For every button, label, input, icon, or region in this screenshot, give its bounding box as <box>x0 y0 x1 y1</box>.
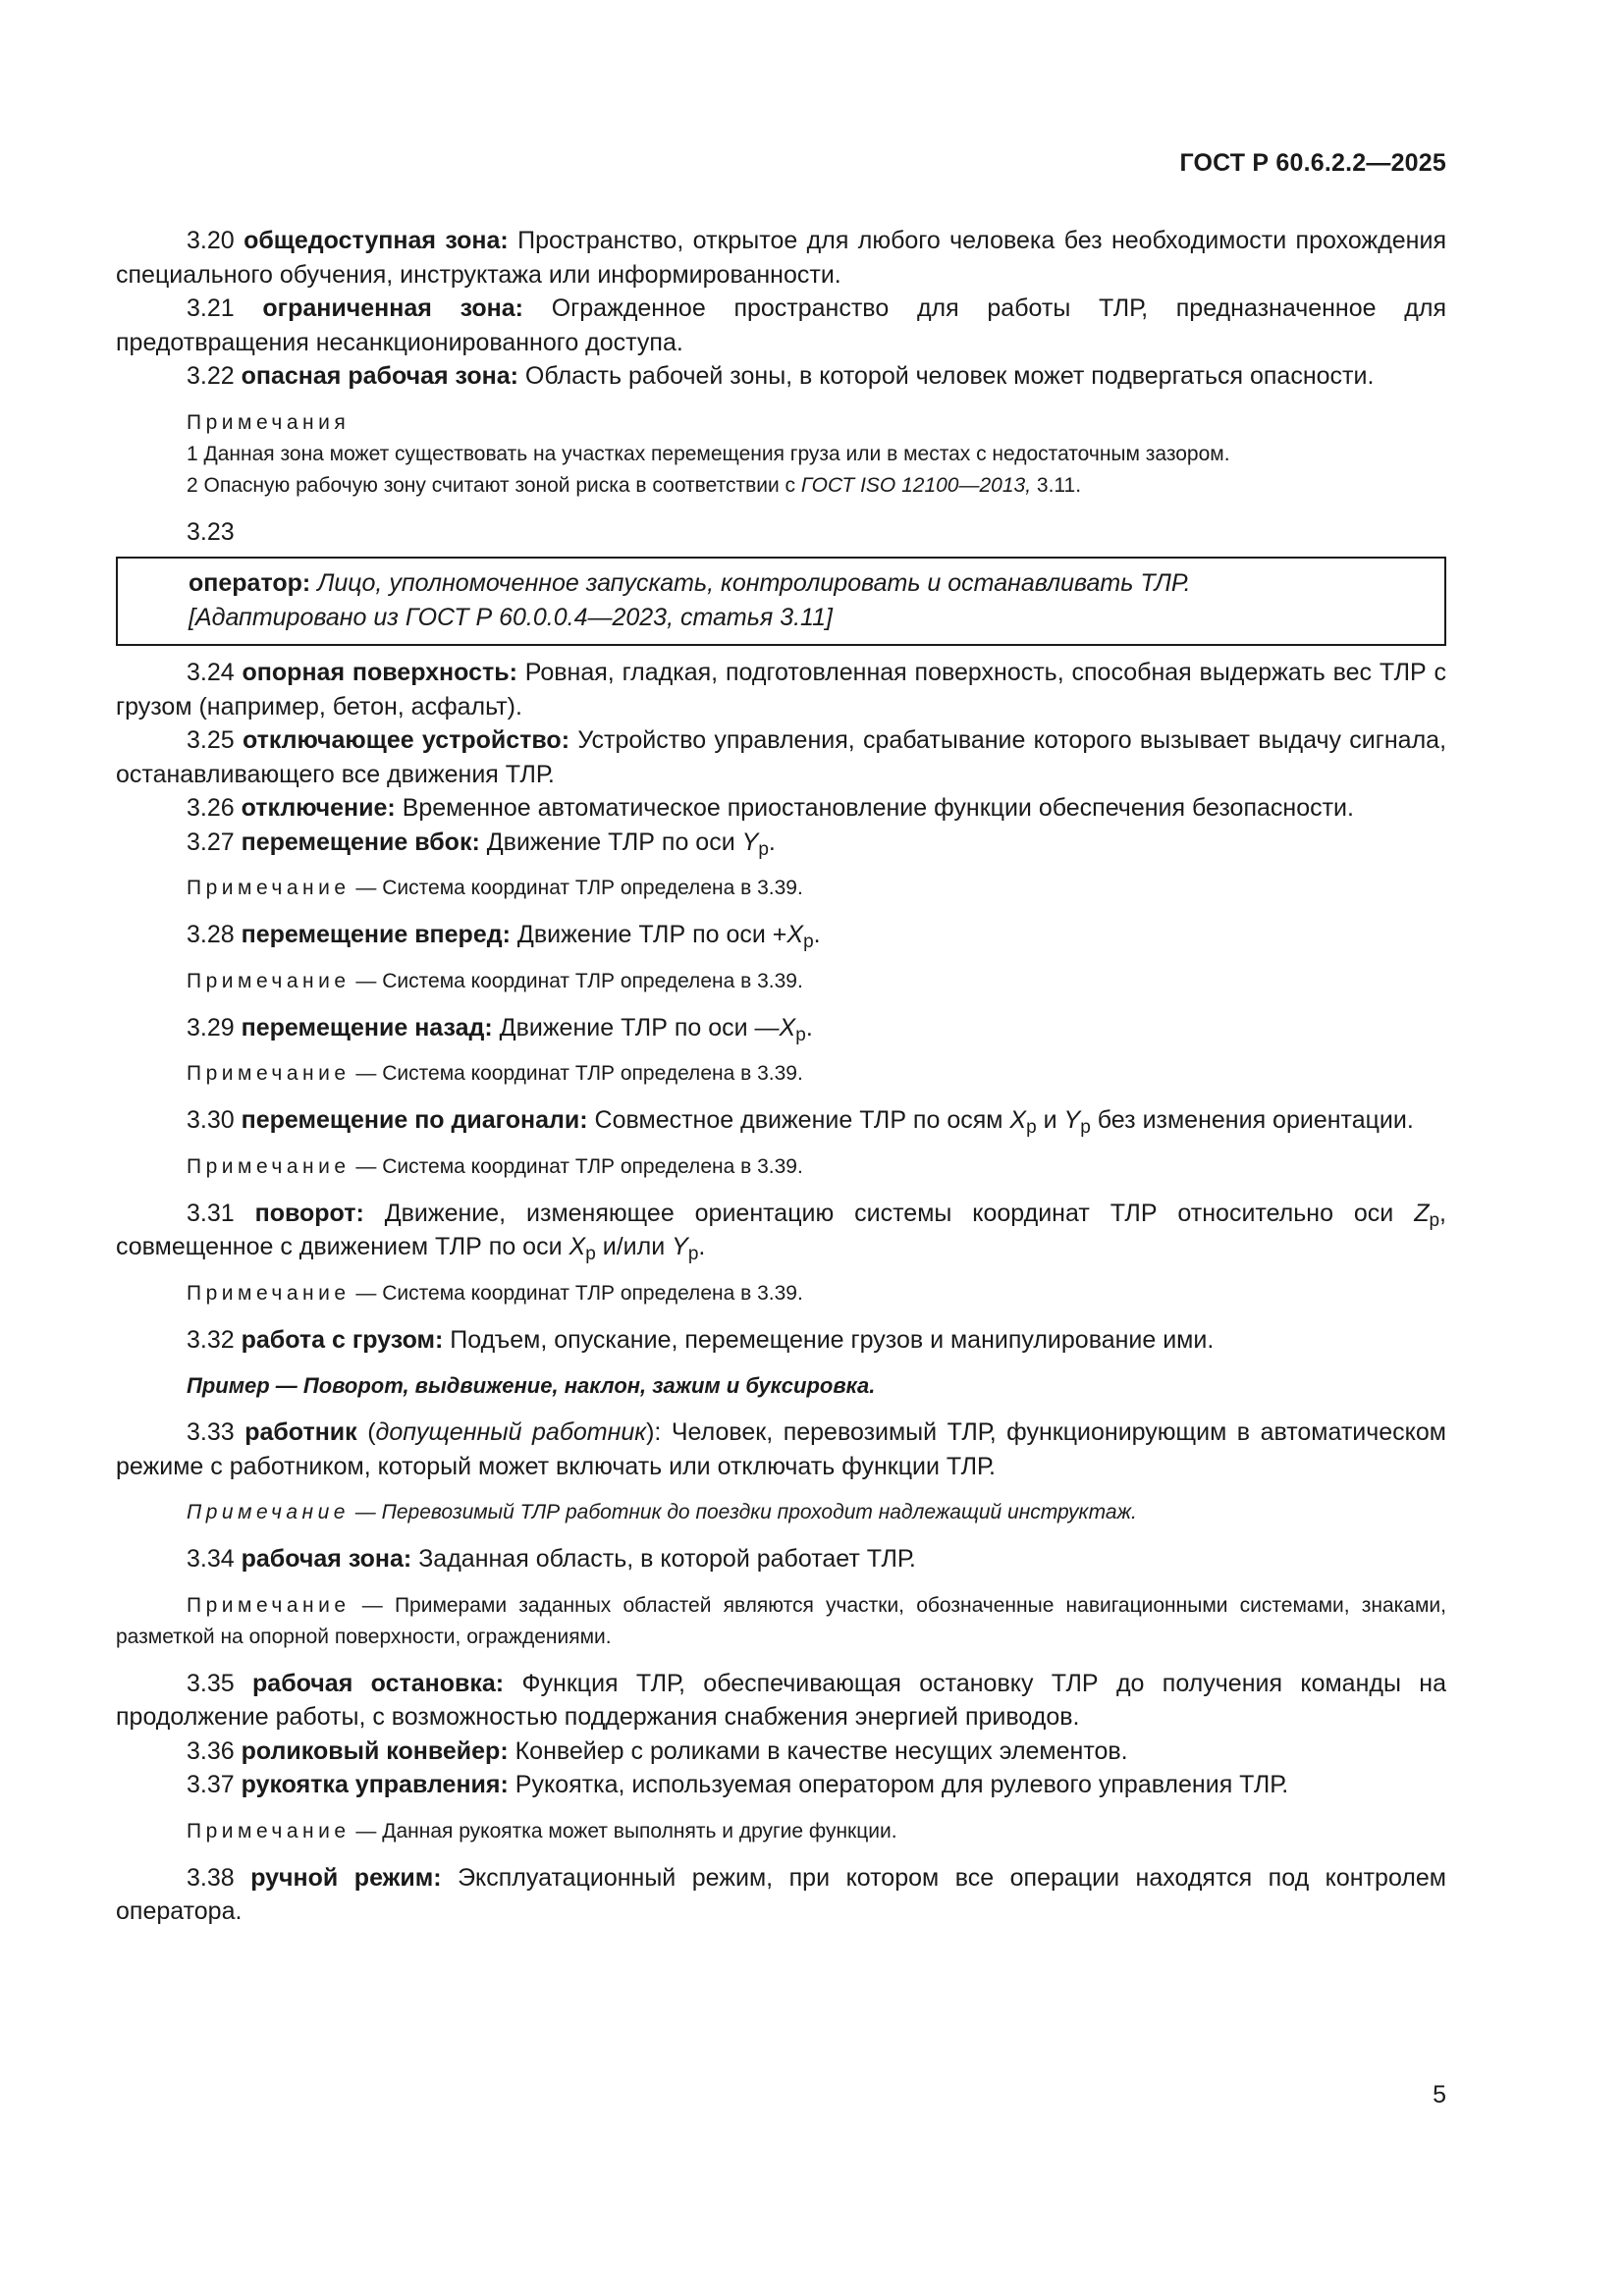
term-3-24: 3.24 опорная поверхность: Ровная, гладкая, подготовленная поверхность, способная выдержать вес ТЛР с грузом (например, бетон, асфальт). <box>116 659 1446 721</box>
note-3-31: Примечание — Система координат ТЛР определена в 3.39. <box>187 1281 803 1305</box>
note-3-29: Примечание — Система координат ТЛР определена в 3.39. <box>187 1062 803 1085</box>
note-item: 2 Опасную рабочую зону считают зоной риска в соответствии с ГОСТ ISO 12100—2013, 3.11. <box>187 473 1082 497</box>
term-title: рабочая остановка: <box>252 1669 505 1697</box>
term-3-29: 3.29 перемещение назад: Движение ТЛР по оси $—X_р$. <box>187 1013 813 1045</box>
term-3-33: 3.33 работник (допущенный работник): Человек, перевозимый ТЛР, функционирующим в автоматическом режиме с работником, который может включать или отключать функции ТЛР. <box>116 1418 1446 1480</box>
note-item: 1 Данная зона может существовать на участках перемещения груза или в местах с недостаточным зазором. <box>187 442 1230 465</box>
term-3-21: 3.21 ограниченная зона: Огражденное пространство для работы ТЛР, предназначенное для предотвращения несанкционированного доступа. <box>116 294 1446 356</box>
note-3-34: Примечание — Примерами заданных областей являются участки, обозначенные навигационными системами, знаками, разметкой на опорной поверхности, ограждениями. <box>116 1593 1446 1648</box>
term-3-30: 3.30 перемещение по диагонали: Совместное движение ТЛР по осям $X_р$ и $Y_р$ без изменения ориентации. <box>187 1106 1414 1138</box>
document-header: ГОСТ Р 60.6.2.2—2025 <box>1179 149 1446 177</box>
notes-label: Примечания <box>187 410 351 434</box>
term-3-36: 3.36 роликовый конвейер: Конвейер с роликами в качестве несущих элементов. <box>187 1736 1128 1765</box>
adapted-reference: [Адаптировано из ГОСТ Р 60.0.0.4—2023, статья 3.11] <box>189 603 833 631</box>
term-title: работник <box>244 1418 357 1446</box>
term-title: роликовый конвейер: <box>241 1736 509 1765</box>
term-title: опасная рабочая зона: <box>241 362 518 390</box>
term-3-23-number: 3.23 <box>187 517 235 546</box>
term-title: поворот: <box>254 1199 364 1227</box>
term-3-22: 3.22 опасная рабочая зона: Область рабочей зоны, в которой человек может подвергаться опасности. <box>187 362 1375 390</box>
term-title: работа с грузом: <box>241 1325 444 1354</box>
document-body <box>116 224 1446 1929</box>
term-3-23-box: оператор: Лицо, уполномоченное запускать, контролировать и останавливать ТЛР. [Адаптировано из ГОСТ Р 60.0.0.4—2023, статья 3.11] <box>116 557 1446 646</box>
term-3-38: 3.38 ручной режим: Эксплуатационный режим, при котором все операции находятся под контролем оператора. <box>116 1863 1446 1925</box>
term-3-31: 3.31 поворот: Движение, изменяющее ориентацию системы координат ТЛР относительно оси $Z_р$, совмещенное с движением ТЛР по оси $X_р$ и/или $Y_р$. <box>116 1199 1446 1264</box>
term-3-28: 3.28 перемещение вперед: Движение ТЛР по оси $+X_р$. <box>187 921 821 952</box>
term-title: общедоступная зона: <box>244 227 509 254</box>
note-3-37: Примечание — Данная рукоятка может выполнять и другие функции. <box>187 1819 897 1842</box>
term-3-26: 3.26 отключение: Временное автоматическое приостановление функции обеспечения безопасности. <box>187 794 1354 822</box>
example-3-32: Пример — Поворот, выдвижение, наклон, зажим и буксировка. <box>187 1373 876 1398</box>
term-title: опорная поверхность: <box>242 659 517 686</box>
term-3-35: 3.35 рабочая остановка: Функция ТЛР, обеспечивающая остановку ТЛР до получения команды на продолжение работы, с возможностью поддержания снабжения энергией приводов. <box>116 1669 1446 1731</box>
term-title: отключение: <box>241 794 396 822</box>
term-title: рукоятка управления: <box>241 1771 509 1798</box>
term-3-34: 3.34 рабочая зона: Заданная область, в которой работает ТЛР. <box>187 1545 916 1573</box>
term-title: перемещение назад: <box>241 1013 493 1041</box>
note-3-30: Примечание — Система координат ТЛР определена в 3.39. <box>187 1154 803 1178</box>
term-title: перемещение вбок: <box>241 828 480 856</box>
term-title: перемещение вперед: <box>241 921 511 948</box>
term-3-27: 3.27 перемещение вбок: Движение ТЛР по оси $Y_р$. <box>187 828 776 860</box>
term-title: перемещение по диагонали: <box>241 1106 588 1134</box>
note-3-27: Примечание — Система координат ТЛР определена в 3.39. <box>187 877 803 899</box>
term-title: оператор: <box>189 569 311 597</box>
term-title: рабочая зона: <box>241 1545 412 1573</box>
term-3-25: 3.25 отключающее устройство: Устройство управления, срабатывание которого вызывает выдачу сигнала, останавливающего все движения ТЛР. <box>116 726 1447 788</box>
term-3-32: 3.32 работа с грузом: Подъем, опускание, перемещение грузов и манипулирование ими. <box>187 1325 1215 1354</box>
standard-reference: ГОСТ ISO 12100—2013, <box>800 473 1032 497</box>
term-title: ручной режим: <box>250 1863 442 1892</box>
note-3-33: Примечание — Перевозимый ТЛР работник до поездки проходит надлежащий инструктаж. <box>187 1501 1137 1523</box>
notes-3-22 <box>116 407 1446 502</box>
term-title: отключающее устройство: <box>242 726 570 754</box>
page-number: 5 <box>1433 2081 1446 2109</box>
term-3-20: 3.20 общедоступная зона: Пространство, открытое для любого человека без необходимости прохождения специального обучения, инструктажа или информированности. <box>116 227 1446 289</box>
alternative-term: допущенный работник <box>375 1418 647 1446</box>
note-3-28: Примечание — Система координат ТЛР определена в 3.39. <box>187 969 803 992</box>
term-title: ограниченная зона: <box>262 294 523 322</box>
term-3-37: 3.37 рукоятка управления: Рукоятка, используемая оператором для рулевого управления ТЛР. <box>187 1771 1289 1798</box>
